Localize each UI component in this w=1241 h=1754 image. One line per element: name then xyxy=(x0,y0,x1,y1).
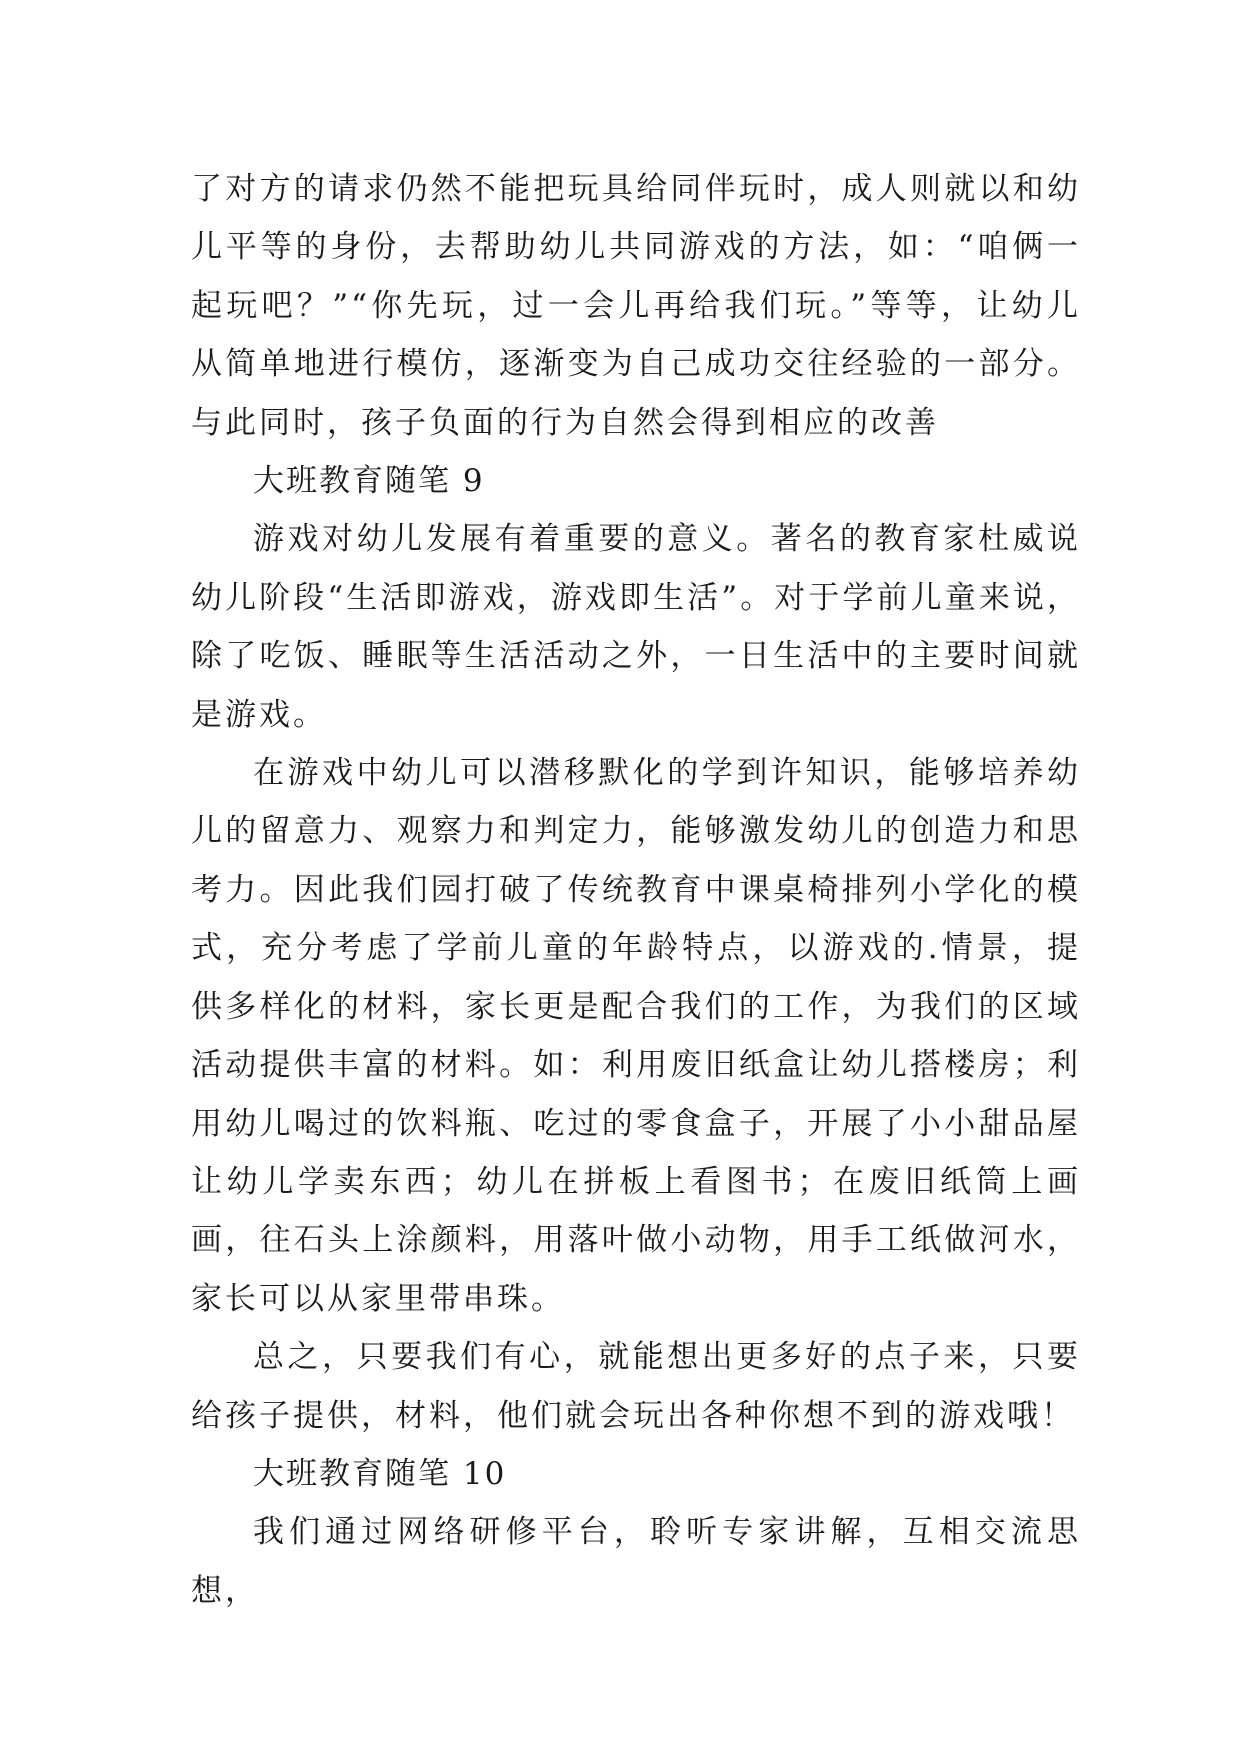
paragraph: 在游戏中幼儿可以潜移默化的学到许知识，能够培养幼儿的留意力、观察力和判定力，能够激发幼儿的创造力和思考力。因此我们园打破了传统教育中课桌椅排列小学化的模式，充分考虑了学前儿童的年龄特点，以游戏的.情景，提供多样化的材料，家长更是配合我们的工作，为我们的区域活动提供丰富的材料。如：利用废旧纸盒让幼儿搭楼房；利用幼儿喝过的饮料瓶、吃过的零食盒子，开展了小小甜品屋让幼儿学卖东西；幼儿在拼板上看图书；在废旧纸筒上画画，往石头上涂颜料，用落叶做小动物，用手工纸做河水，家长可以从家里带串珠。 xyxy=(191,755,1081,1317)
section-heading-10: 大班教育随笔 10 xyxy=(253,1455,507,1492)
paragraph: 游戏对幼儿发展有着重要的意义。著名的教育家杜威说幼儿阶段“生活即游戏，游戏即生活”。对于学前儿童来说，除了吃饭、睡眠等生活活动之外，一日生活中的主要时间就是游戏。 xyxy=(191,521,1081,733)
document-body xyxy=(191,160,1081,1620)
paragraph: 总之，只要我们有心，就能想出更多好的点子来，只要给孩子提供，材料，他们就会玩出各种你想不到的游戏哦！ xyxy=(191,1339,1081,1434)
paragraph-continuation: 了对方的请求仍然不能把玩具给同伴玩时，成人则就以和幼儿平等的身份，去帮助幼儿共同游戏的方法，如：“咱俩一起玩吧？”“你先玩，过一会儿再给我们玩。”等等，让幼儿从简单地进行模仿，逐渐变为自己成功交往经验的一部分。与此同时，孩子负面的行为自然会得到相应的改善 xyxy=(191,171,1081,441)
section-heading-9: 大班教育随笔 9 xyxy=(253,463,485,500)
paragraph: 我们通过网络研修平台，聆听专家讲解，互相交流思想， xyxy=(191,1514,1081,1609)
